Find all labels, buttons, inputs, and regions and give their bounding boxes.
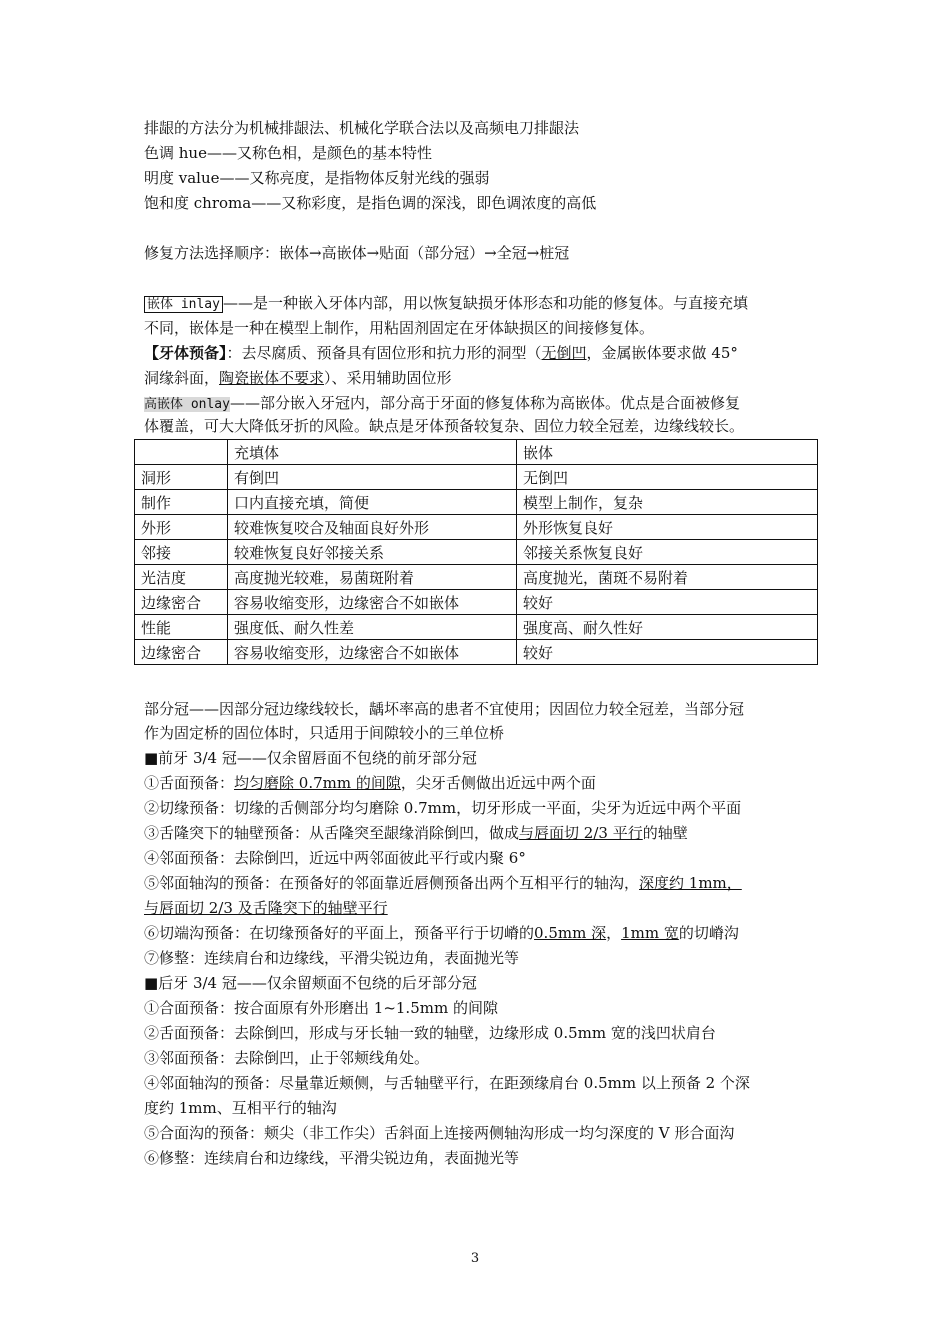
table-cell: 较好 [517,640,818,665]
table-row [135,590,818,615]
step-line: ⑥修整：连续肩台和边缘线，平滑尖锐边角，表面抛光等 [144,1149,520,1167]
table-cell: 邻接关系恢复良好 [517,540,818,565]
step-line: ⑤邻面轴沟的预备：在预备好的邻面靠近唇侧预备出两个互相平行的轴沟，深度约 1mm， [144,874,742,892]
step-line: ①合面预备：按合面原有外形磨出 1~1.5mm 的间隙 [144,999,498,1017]
onlay-term: 高嵌体 onlay [144,397,230,412]
table-cell: 较难恢复良好邻接关系 [228,540,517,565]
table-header-cell [135,440,228,465]
step-line: ⑥切端沟预备：在切缘预备好的平面上，预备平行于切嵴的0.5mm 深，1mm 宽的切嵴沟 [144,924,739,942]
table-header-cell: 充填体 [228,440,517,465]
inlay-term: 嵌体 inlay [144,296,223,313]
section-title: ■前牙 3/4 冠——仅余留唇面不包绕的前牙部分冠 [144,749,477,767]
table-cell: 容易收缩变形，边缘密合不如嵌体 [228,640,517,665]
step-line: ①舌面预备：均匀磨除 0.7mm 的间隙，尖牙舌侧做出近远中两个面 [144,774,596,792]
table-row [135,540,818,565]
table-cell: 邻接 [135,540,228,565]
step-line: 度约 1mm、互相平行的轴沟 [144,1099,337,1117]
table-cell: 光洁度 [135,565,228,590]
table-cell: 模型上制作，复杂 [517,490,818,515]
table-header-cell: 嵌体 [517,440,818,465]
section-title: ■后牙 3/4 冠——仅余留颊面不包绕的后牙部分冠 [144,974,477,992]
prep-heading: 【牙体预备】 [144,344,227,362]
table-cell: 制作 [135,490,228,515]
table-header-row [135,440,818,465]
step-line: ④邻面轴沟的预备：尽量靠近颊侧，与舌轴壁平行，在距颈缘肩台 0.5mm 以上预备 2 个深 [144,1074,750,1092]
text-line: 部分冠——因部分冠边缘线较长，龋坏率高的患者不宜使用；因固位力较全冠差，当部分冠 [144,700,745,718]
step-line: ④邻面预备：去除倒凹，近远中两邻面彼此平行或内聚 6° [144,849,526,867]
table-cell: 高度抛光较难，易菌斑附着 [228,565,517,590]
step-line: ③邻面预备：去除倒凹，止于邻颊线角处。 [144,1049,430,1067]
table-cell: 较好 [517,590,818,615]
step-line: ②舌面预备：去除倒凹，形成与牙长轴一致的轴壁，边缘形成 0.5mm 宽的浅凹状肩台 [144,1024,716,1042]
text-line: 体覆盖，可大大降低牙折的风险。缺点是牙体预备较复杂、固位力较全冠差，边缘线较长。 [144,417,745,435]
table-row [135,465,818,490]
inlay-prep-line: 【牙体预备】：去尽腐质、预备具有固位形和抗力形的洞型（无倒凹，金属嵌体要求做 45° [144,344,738,362]
table-row [135,565,818,590]
text-line: 作为固定桥的固位体时，只适用于间隙较小的三单位桥 [144,724,505,742]
step-line: 与唇面切 2/3 及舌隆突下的轴壁平行 [144,899,388,917]
text-line: 修复方法选择顺序：嵌体→高嵌体→贴面（部分冠）→全冠→桩冠 [144,244,570,262]
step-line: ②切缘预备：切缘的舌侧部分均匀磨除 0.7mm，切牙形成一平面，尖牙为近远中两个平面 [144,799,742,817]
table-cell: 口内直接充填，简便 [228,490,517,515]
table-cell: 容易收缩变形，边缘密合不如嵌体 [228,590,517,615]
onlay-definition-line: 高嵌体 onlay——部分嵌入牙冠内，部分高于牙面的修复体称为高嵌体。优点是合面被修复 [144,394,740,412]
table-cell: 有倒凹 [228,465,517,490]
table-cell: 较难恢复咬合及轴面良好外形 [228,515,517,540]
text-line: 排龈的方法分为机械排龈法、机械化学联合法以及高频电刀排龈法 [144,119,580,137]
text-line: 饱和度 chroma——又称彩度，是指色调的深浅，即色调浓度的高低 [144,194,597,212]
table-cell: 性能 [135,615,228,640]
table-cell: 强度高、耐久性好 [517,615,818,640]
table-row [135,615,818,640]
step-line: ③舌隆突下的轴壁预备：从舌隆突至龈缘消除倒凹，做成与唇面切 2/3 平行的轴壁 [144,824,688,842]
table-row [135,515,818,540]
comparison-table [134,439,818,665]
table-cell: 洞形 [135,465,228,490]
step-line: ⑤合面沟的预备：颊尖（非工作尖）舌斜面上连接两侧轴沟形成一均匀深度的 V 形合面沟 [144,1124,735,1142]
text-line: 明度 value——又称亮度，是指物体反射光线的强弱 [144,169,490,187]
table-cell: 边缘密合 [135,590,228,615]
table-row [135,640,818,665]
table-cell: 强度低、耐久性差 [228,615,517,640]
step-line: ⑦修整：连续肩台和边缘线，平滑尖锐边角，表面抛光等 [144,949,520,967]
inlay-definition-line: 嵌体 inlay ——是一种嵌入牙体内部，用以恢复缺损牙体形态和功能的修复体。与直接充填 [144,292,748,316]
table-row [135,490,818,515]
page-number: 3 [470,1251,480,1266]
text-line: 色调 hue——又称色相，是颜色的基本特性 [144,144,432,162]
table-cell: 外形恢复良好 [517,515,818,540]
table-cell: 边缘密合 [135,640,228,665]
table-cell: 高度抛光，菌斑不易附着 [517,565,818,590]
text-line: 不同，嵌体是一种在模型上制作，用粘固剂固定在牙体缺损区的间接修复体。 [144,319,655,337]
inlay-prep-line: 洞缘斜面，陶瓷嵌体不要求）、采用辅助固位形 [144,369,452,387]
table-cell: 无倒凹 [517,465,818,490]
table-cell: 外形 [135,515,228,540]
